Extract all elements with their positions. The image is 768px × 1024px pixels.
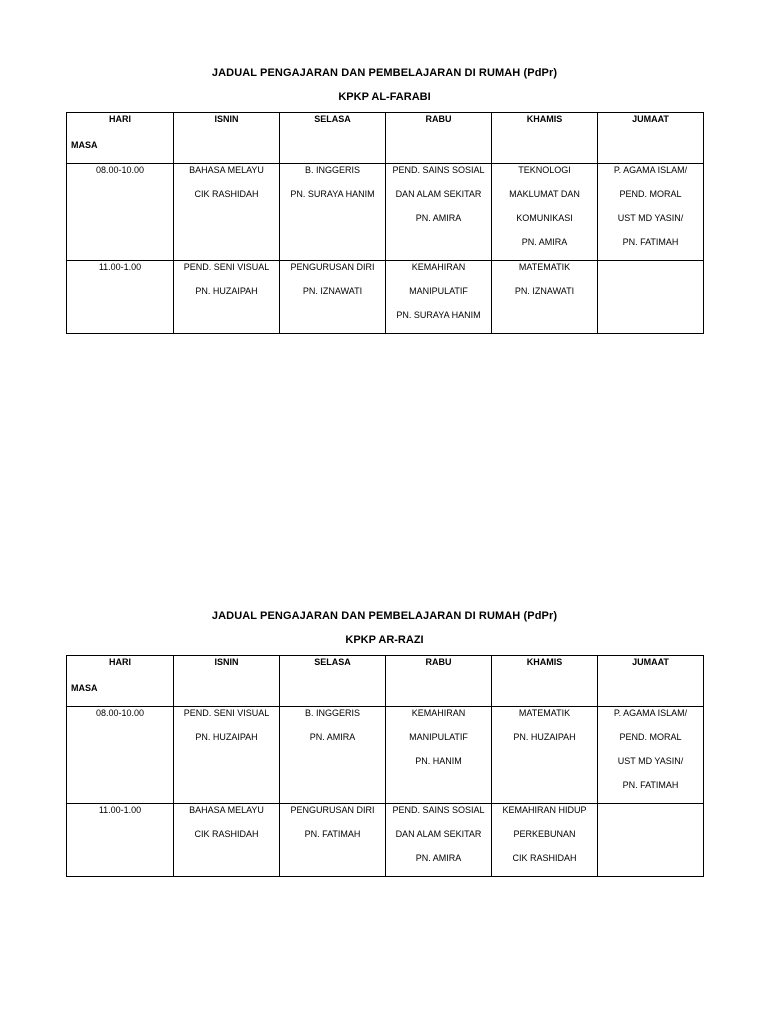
subject-line: PEND. MORAL — [619, 732, 682, 742]
day-header: KHAMIS — [492, 656, 598, 707]
teacher-name: PN. FATIMAH — [622, 237, 679, 247]
teacher-name: PN. HANIM — [415, 756, 462, 766]
teacher-name: PN. FATIMAH — [304, 829, 361, 839]
subject-line: PERKEBUNAN — [513, 829, 576, 839]
corner-masa-label: MASA — [71, 140, 98, 150]
subject-line: PENGURUSAN DIRI — [290, 805, 375, 815]
day-header: ISNIN — [174, 113, 280, 164]
teacher-name: PN. HUZAIPAH — [195, 732, 258, 742]
subject-line: DAN ALAM SEKITAR — [395, 829, 482, 839]
subject-cell — [174, 164, 280, 261]
subject-line: KEMAHIRAN — [411, 262, 466, 272]
corner-masa-label: MASA — [71, 683, 98, 693]
subject-cell — [492, 707, 598, 804]
schedule-section-1 — [66, 66, 703, 334]
subject-line: PEND. SAINS SOSIAL — [392, 805, 485, 815]
subject-cell — [386, 707, 492, 804]
teacher-name: CIK RASHIDAH — [194, 189, 259, 199]
subject-line: KEMAHIRAN HIDUP — [502, 805, 587, 815]
time-slot: 08.00-10.00 — [95, 708, 145, 718]
schedule-table — [66, 112, 704, 334]
class-name: KPKP AL-FARABI — [338, 91, 431, 103]
day-header: JUMAAT — [598, 113, 704, 164]
teacher-name: PN. SURAYA HANIM — [396, 310, 481, 320]
subject-cell — [492, 261, 598, 334]
subject-cell — [598, 707, 704, 804]
subject-cell — [280, 164, 386, 261]
subject-line: MANIPULATIF — [409, 732, 468, 742]
teacher-name: CIK RASHIDAH — [512, 853, 577, 863]
day-header: KHAMIS — [492, 113, 598, 164]
schedule-section-2 — [66, 609, 703, 877]
teacher-name: PN. IZNAWATI — [302, 286, 363, 296]
table-row — [67, 804, 704, 877]
subject-line: P. AGAMA ISLAM/ — [613, 165, 688, 175]
corner-cell — [67, 113, 174, 164]
subject-line: B. INGGERIS — [304, 708, 360, 718]
subject-line: PEND. SENI VISUAL — [183, 262, 270, 272]
time-slot: 11.00-1.00 — [98, 805, 142, 815]
subject-line: BAHASA MELAYU — [189, 805, 264, 815]
corner-hari-label: HARI — [109, 657, 131, 667]
corner-hari-label: HARI — [109, 114, 131, 124]
table-row — [67, 261, 704, 334]
teacher-name: PN. FATIMAH — [622, 780, 679, 790]
time-slot: 11.00-1.00 — [98, 262, 142, 272]
subject-cell — [598, 261, 704, 334]
header-row — [67, 656, 704, 707]
teacher-name: PN. AMIRA — [415, 213, 462, 223]
time-slot: 08.00-10.00 — [95, 165, 145, 175]
table-row — [67, 707, 704, 804]
subject-line: P. AGAMA ISLAM/ — [613, 708, 688, 718]
subject-line: PEND. SAINS SOSIAL — [392, 165, 485, 175]
day-header: SELASA — [280, 113, 386, 164]
teacher-name: PN. AMIRA — [309, 732, 356, 742]
subject-line: B. INGGERIS — [304, 165, 360, 175]
subject-cell — [492, 164, 598, 261]
subject-line: TEKNOLOGI — [518, 165, 571, 175]
subject-line: MATEMATIK — [518, 262, 571, 272]
teacher-name: PN. HUZAIPAH — [513, 732, 576, 742]
document-title: JADUAL PENGAJARAN DAN PEMBELAJARAN DI RUMAH (PdPr) — [211, 610, 558, 622]
subject-cell — [598, 804, 704, 877]
teacher-name: PN. AMIRA — [521, 237, 568, 247]
subject-cell — [492, 804, 598, 877]
day-header: ISNIN — [174, 656, 280, 707]
teacher-name: PN. SURAYA HANIM — [290, 189, 375, 199]
time-slot-cell — [67, 164, 174, 261]
teacher-name: PN. AMIRA — [415, 853, 462, 863]
schedule-table — [66, 655, 704, 877]
subject-cell — [174, 707, 280, 804]
subject-line: MANIPULATIF — [409, 286, 468, 296]
subject-cell — [280, 261, 386, 334]
class-name: KPKP AR-RAZI — [345, 634, 424, 646]
subject-cell — [386, 164, 492, 261]
subject-cell — [280, 804, 386, 877]
day-header: RABU — [386, 656, 492, 707]
subject-cell — [386, 261, 492, 334]
subject-line: KOMUNIKASI — [516, 213, 573, 223]
teacher-name: PN. IZNAWATI — [514, 286, 575, 296]
subject-cell — [174, 804, 280, 877]
header-row — [67, 113, 704, 164]
subject-line: BAHASA MELAYU — [189, 165, 264, 175]
subject-line: PENGURUSAN DIRI — [290, 262, 375, 272]
subject-cell — [280, 707, 386, 804]
time-slot-cell — [67, 707, 174, 804]
subject-cell — [386, 804, 492, 877]
subject-line: KEMAHIRAN — [411, 708, 466, 718]
time-slot-cell — [67, 804, 174, 877]
table-row — [67, 164, 704, 261]
subject-cell — [598, 164, 704, 261]
subject-line: PEND. SENI VISUAL — [183, 708, 270, 718]
subject-line: PEND. MORAL — [619, 189, 682, 199]
subject-cell — [174, 261, 280, 334]
teacher-name: CIK RASHIDAH — [194, 829, 259, 839]
subject-line: UST MD YASIN/ — [617, 756, 684, 766]
day-header: SELASA — [280, 656, 386, 707]
subject-line: DAN ALAM SEKITAR — [395, 189, 482, 199]
day-header: RABU — [386, 113, 492, 164]
corner-cell — [67, 656, 174, 707]
subject-line: MAKLUMAT DAN — [509, 189, 580, 199]
time-slot-cell — [67, 261, 174, 334]
day-header: JUMAAT — [598, 656, 704, 707]
subject-line: MATEMATIK — [518, 708, 571, 718]
subject-line: UST MD YASIN/ — [617, 213, 684, 223]
teacher-name: PN. HUZAIPAH — [195, 286, 258, 296]
document-title: JADUAL PENGAJARAN DAN PEMBELAJARAN DI RUMAH (PdPr) — [211, 67, 558, 79]
